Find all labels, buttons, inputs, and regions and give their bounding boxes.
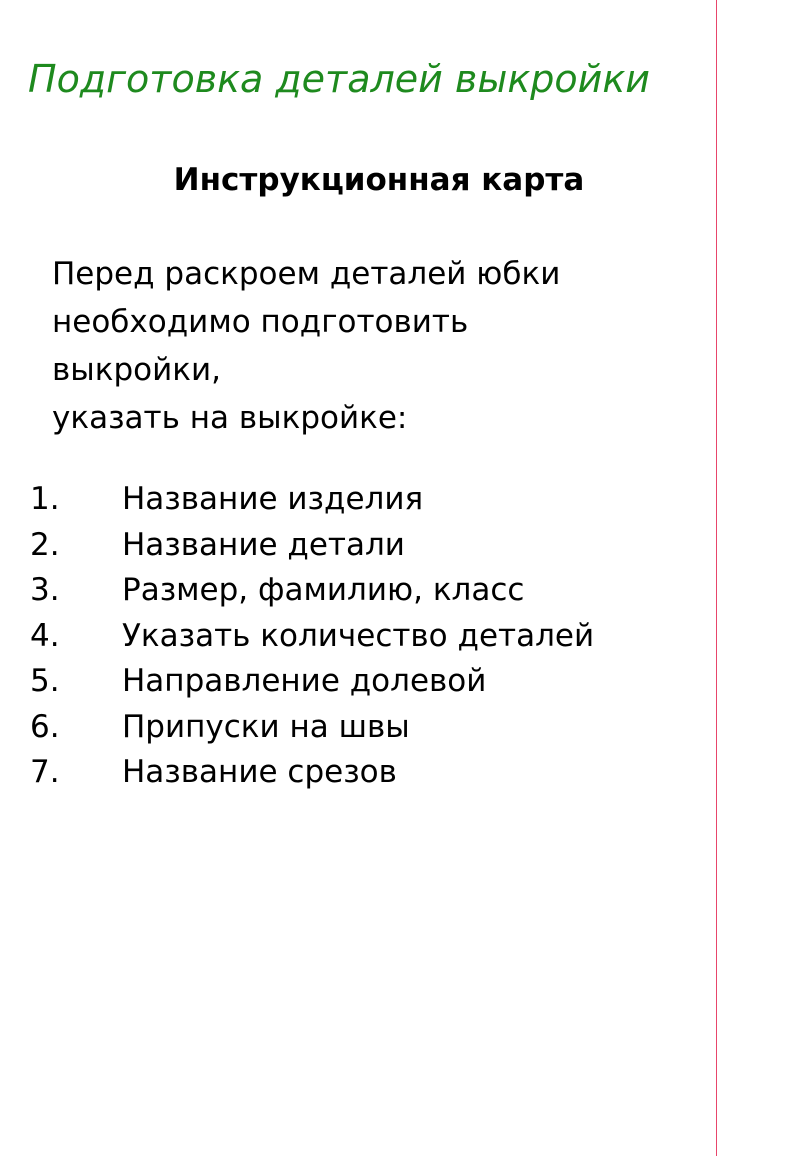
list-item-text: Припуски на швы (122, 708, 410, 745)
list-item-number: 7. (30, 754, 60, 790)
list-item-text: Направление долевой (122, 663, 487, 699)
list-item-number: 3. (30, 572, 60, 608)
list-item (30, 750, 594, 796)
list-item-number: 1. (30, 481, 60, 517)
intro-line: указать на выкройке: (52, 400, 408, 436)
steps-list (30, 477, 594, 796)
list-item (30, 614, 594, 660)
list-item-text: Размер, фамилию, класс (122, 572, 525, 608)
list-item (30, 477, 594, 523)
page-subtitle: Инструкционная карта (173, 162, 585, 198)
intro-line: необходимо подготовить (52, 304, 469, 340)
list-item (30, 523, 594, 569)
list-item (30, 705, 594, 751)
list-item-number: 4. (30, 617, 60, 654)
list-item-number: 5. (30, 663, 60, 699)
list-item-text: Название детали (122, 526, 405, 563)
list-item (30, 659, 594, 705)
intro-paragraph (52, 250, 692, 442)
intro-line: выкройки, (52, 352, 221, 388)
list-item-text: Название срезов (122, 754, 397, 790)
list-item (30, 568, 594, 614)
page-title: Подготовка деталей выкройки (28, 57, 650, 101)
list-item-text: Указать количество деталей (122, 617, 595, 654)
list-item-text: Название изделия (122, 481, 424, 517)
list-item-number: 6. (30, 708, 60, 745)
list-item-number: 2. (30, 526, 60, 563)
intro-line: Перед раскроем деталей юбки (52, 256, 561, 292)
